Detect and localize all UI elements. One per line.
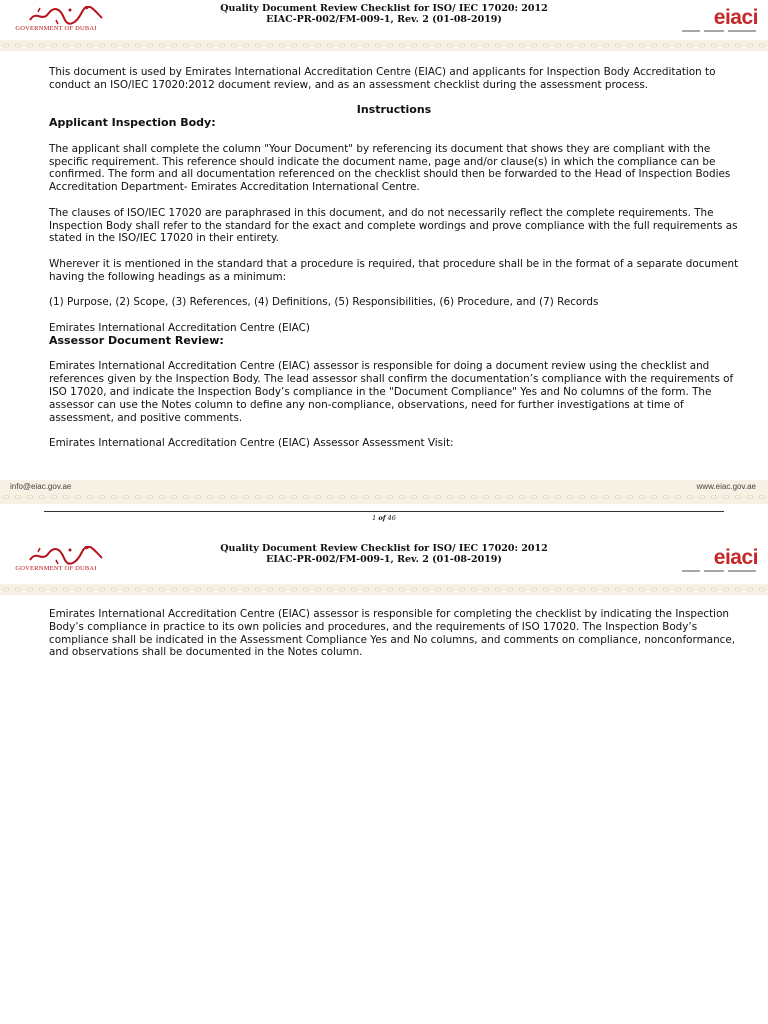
intro-paragraph: This document is used by Emirates International Accreditation Centre (EIAC) and applicants for Inspection Body Accreditation to conduct an ISO/IEC 17020:2012 document review, and as an assessment checklist during the assessment process. (49, 66, 716, 91)
footer-email: info@eiac.gov.ae (10, 482, 72, 491)
eiac-logo-text: eiaci (713, 546, 758, 569)
applicant-heading: Applicant Inspection Body: (49, 116, 216, 130)
page-current: 1 (372, 514, 377, 522)
header-decorative-border (0, 584, 768, 595)
page2-body (49, 608, 739, 672)
page-header (0, 0, 768, 40)
applicant-paragraph-2: The clauses of ISO/IEC 17020 are paraphrased in this document, and do not necessarily reflect the complete requirements. The Inspection Body shall refer to the standard for the exact and complete wordings and prove compliance with the full requirements as stated in the ISO/IEC 17020 in their entirety. (49, 206, 738, 245)
page-total: 46 (387, 514, 396, 522)
applicant-paragraph-3: Wherever it is mentioned in the standard that a procedure is required, that procedure shall be in the format of a separate document having the following headings as a minimum: (49, 257, 739, 283)
document-title-line1: Quality Document Review Checklist for ISO/ IEC 17020: 2012 (220, 543, 548, 554)
eiac-logo (678, 6, 758, 36)
document-code-line: EIAC-PR-002/FM-009-1, Rev. 2 (01-08-2019) (266, 554, 502, 565)
government-of-dubai-text: GOVERNMENT OF DUBAI (15, 565, 97, 572)
government-of-dubai-text: GOVERNMENT OF DUBAI (15, 25, 97, 32)
assessor-visit-line: Emirates International Accreditation Centre (EIAC) Assessor Assessment Visit: (49, 437, 454, 450)
document-title (0, 543, 768, 565)
page-footer (0, 480, 768, 504)
footer-website: www.eiac.gov.ae (696, 482, 756, 491)
instructions-heading: Instructions (356, 103, 432, 117)
footer-rule (44, 511, 724, 512)
document-title-line1: Quality Document Review Checklist for ISO/ IEC 17020: 2012 (220, 3, 548, 14)
procedure-headings-list: (1) Purpose, (2) Scope, (3) References, (4) Definitions, (5) Responsibilities, (6) Procedure, and (7) Records (49, 296, 599, 309)
page-of: of (378, 514, 386, 522)
assessment-paragraph: Emirates International Accreditation Centre (EIAC) assessor is responsible for completing the checklist by indicating the Inspection Body’s compliance in practice to its own policies and procedures, and the requirements of ISO 17020. The Inspection Body’s compliance shall be indicated in the Assessment Compliance Yes and No columns, and comments on compliance, nonconformance, and observations shall be documented in the Notes column. (49, 608, 736, 659)
applicant-paragraph-1: The applicant shall complete the column "Your Document" by referencing its document that shows they are compliant with the specific requirement. This reference should indicate the document name, page and/or clause(s) in which the compliance can be confirmed. The form and all documentation referenced on the checklist should then be forwarded to the Head of Inspection Bodies Accreditation Department- Emirates Accreditation International Centre. (49, 142, 731, 194)
eiac-logo-text: eiaci (713, 6, 758, 29)
page-number (0, 514, 768, 522)
eiac-arabic-tagline-icon (680, 568, 758, 574)
document-title (0, 3, 768, 25)
eiac-arabic-tagline-icon (680, 28, 758, 34)
assessor-heading: Assessor Document Review: (49, 333, 224, 347)
header-decorative-border (0, 40, 768, 51)
eiac-logo (678, 546, 758, 576)
page1-body (49, 66, 739, 463)
assessor-paragraph: Emirates International Accreditation Centre (EIAC) assessor is responsible for doing a document review using the checklist and references given by the Inspection Body. The lead assessor shall confirm the documentation’s compliance with the requirements of ISO 17020, and indicate the Inspection Body’s compliance in the "Document Compliance" Yes and No columns of the form. The assessor can use the Notes column to define any non-compliance, observations, need for further investigations at time of assessment, and positive comments. (49, 360, 734, 424)
eiac-name-line: Emirates International Accreditation Centre (EIAC) (49, 321, 310, 334)
page-header (0, 540, 768, 580)
document-page-2 (0, 540, 768, 1024)
document-code-line: EIAC-PR-002/FM-009-1, Rev. 2 (01-08-2019) (266, 14, 502, 25)
